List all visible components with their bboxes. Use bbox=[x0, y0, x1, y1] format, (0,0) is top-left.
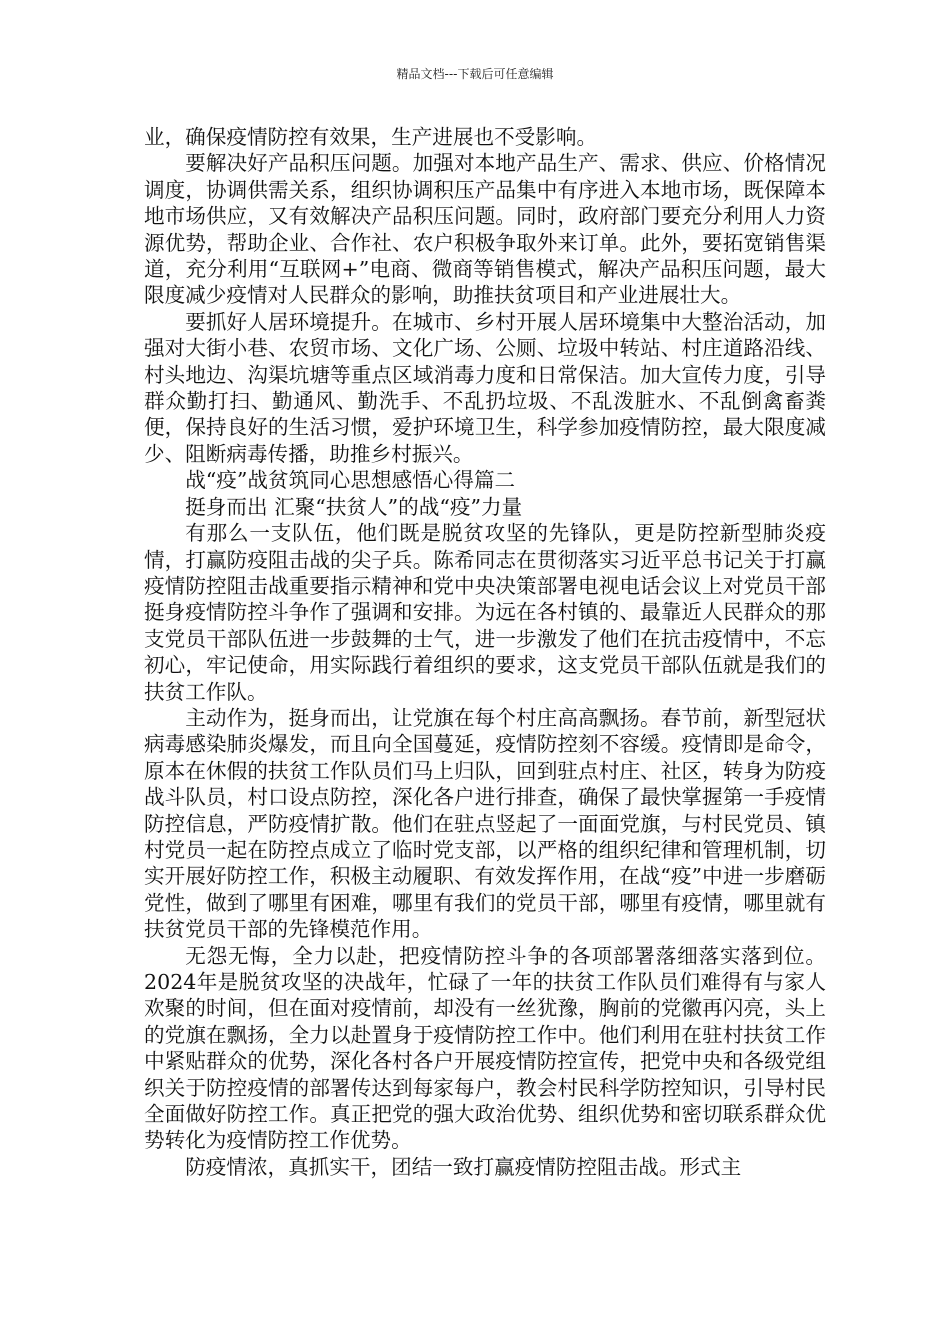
paragraph-all-out-effort: 无怨无悔，全力以赴，把疫情防控斗争的各项部署落细落实落到位。2024年是脱贫攻坚的决战年，忙碌了一年的扶贫工作队员们难得有与家人欢聚的时间，但在面对疫情前，却没有一丝犹豫，胸前的党徽再闪亮，头上的党旗在飘扬，全力以赴置身于疫情防控工作中。他们利用在驻村扶贫工作中紧贴群众的优势，深化各村各户开展疫情防控宣传，把党中央和各级党组织关于防控疫情的部署传达到每家每户，教会村民科学防控知识，引导村民全面做好防控工作。真正把党的强大政治优势、组织优势和密切联系群众优势转化为疫情防控工作优势。 bbox=[144, 943, 826, 1153]
paragraph-continuation: 业，确保疫情防控有效果，生产进展也不受影响。 bbox=[144, 125, 598, 149]
section-title: 战“疫”战贫筑同心思想感悟心得篇二 bbox=[185, 468, 516, 493]
document-body bbox=[144, 124, 826, 1180]
header-note: 精品文档---下载后可任意编辑 bbox=[396, 67, 554, 81]
paragraph-product-backlog: 要解决好产品积压问题。加强对本地产品生产、需求、供应、价格情况调度，协调供需关系，组织协调积压产品集中有序进入本地市场，既保障本地市场供应，又有效解决产品积压问题。同时，政府部门要充分利用人力资源优势，帮助企业、合作社、农户积极争取外来订单。此外，要拓宽销售渠道，充分利用“互联网+”电商、微商等销售模式，解决产品积压问题，最大限度减少疫情对人民群众的影响，助推扶贫项目和产业进展壮大。 bbox=[144, 151, 826, 308]
paragraph-take-initiative: 主动作为，挺身而出，让党旗在每个村庄高高飘扬。春节前，新型冠状病毒感染肺炎爆发，而且向全国蔓延，疫情防控刻不容缓。疫情即是命令，原本在休假的扶贫工作队员们马上归队，回到驻点村庄、社区，转身为防疫战斗队员，村口设点防控，深化各户进行排查，确保了最快掌握第一手疫情防控信息，严防疫情扩散。他们在驻点竖起了一面面党旗，与村民党员、镇村党员一起在防控点成立了临时党支部，以严格的组织纪律和管理机制，切实开展好防控工作，积极主动履职、有效发挥作用，在战“疫”中进一步磨砺党性，做到了哪里有困难，哪里有我们的党员干部，哪里有疫情，哪里就有扶贫党员干部的先锋模范作用。 bbox=[144, 705, 826, 942]
section-subtitle: 挺身而出 汇聚“扶贫人”的战“疫”力量 bbox=[185, 494, 523, 519]
paragraph-practical-work: 防疫情浓，真抓实干，团结一致打赢疫情防控阻击战。形式主 bbox=[185, 1154, 742, 1179]
paragraph-living-environment: 要抓好人居环境提升。在城市、乡村开展人居环境集中大整治活动，加强对大街小巷、农贸市场、文化广场、公厕、垃圾中转站、村庄道路沿线、村头地边、沟渠坑塘等重点区域消毒力度和日常保洁。加大宣传力度，引导群众勤打扫、勤通风、勤洗手、不乱扔垃圾、不乱泼脏水、不乱倒禽畜粪便，保持良好的生活习惯，爱护环境卫生，科学参加疫情防控，最大限度减少、阻断病毒传播，助推乡村振兴。 bbox=[144, 309, 826, 466]
paragraph-team-intro: 有那么一支队伍，他们既是脱贫攻坚的先锋队，更是防控新型肺炎疫情，打赢防疫阻击战的尖子兵。陈希同志在贯彻落实习近平总书记关于打赢疫情防控阻击战重要指示精神和党中央决策部署电视电话会议上对党员干部挺身疫情防控斗争作了强调和安排。为远在各村镇的、最靠近人民群众的那支党员干部队伍进一步鼓舞的士气，进一步激发了他们在抗击疫情中，不忘初心，牢记使命，用实际践行着组织的要求，这支党员干部队伍就是我们的扶贫工作队。 bbox=[144, 521, 826, 704]
